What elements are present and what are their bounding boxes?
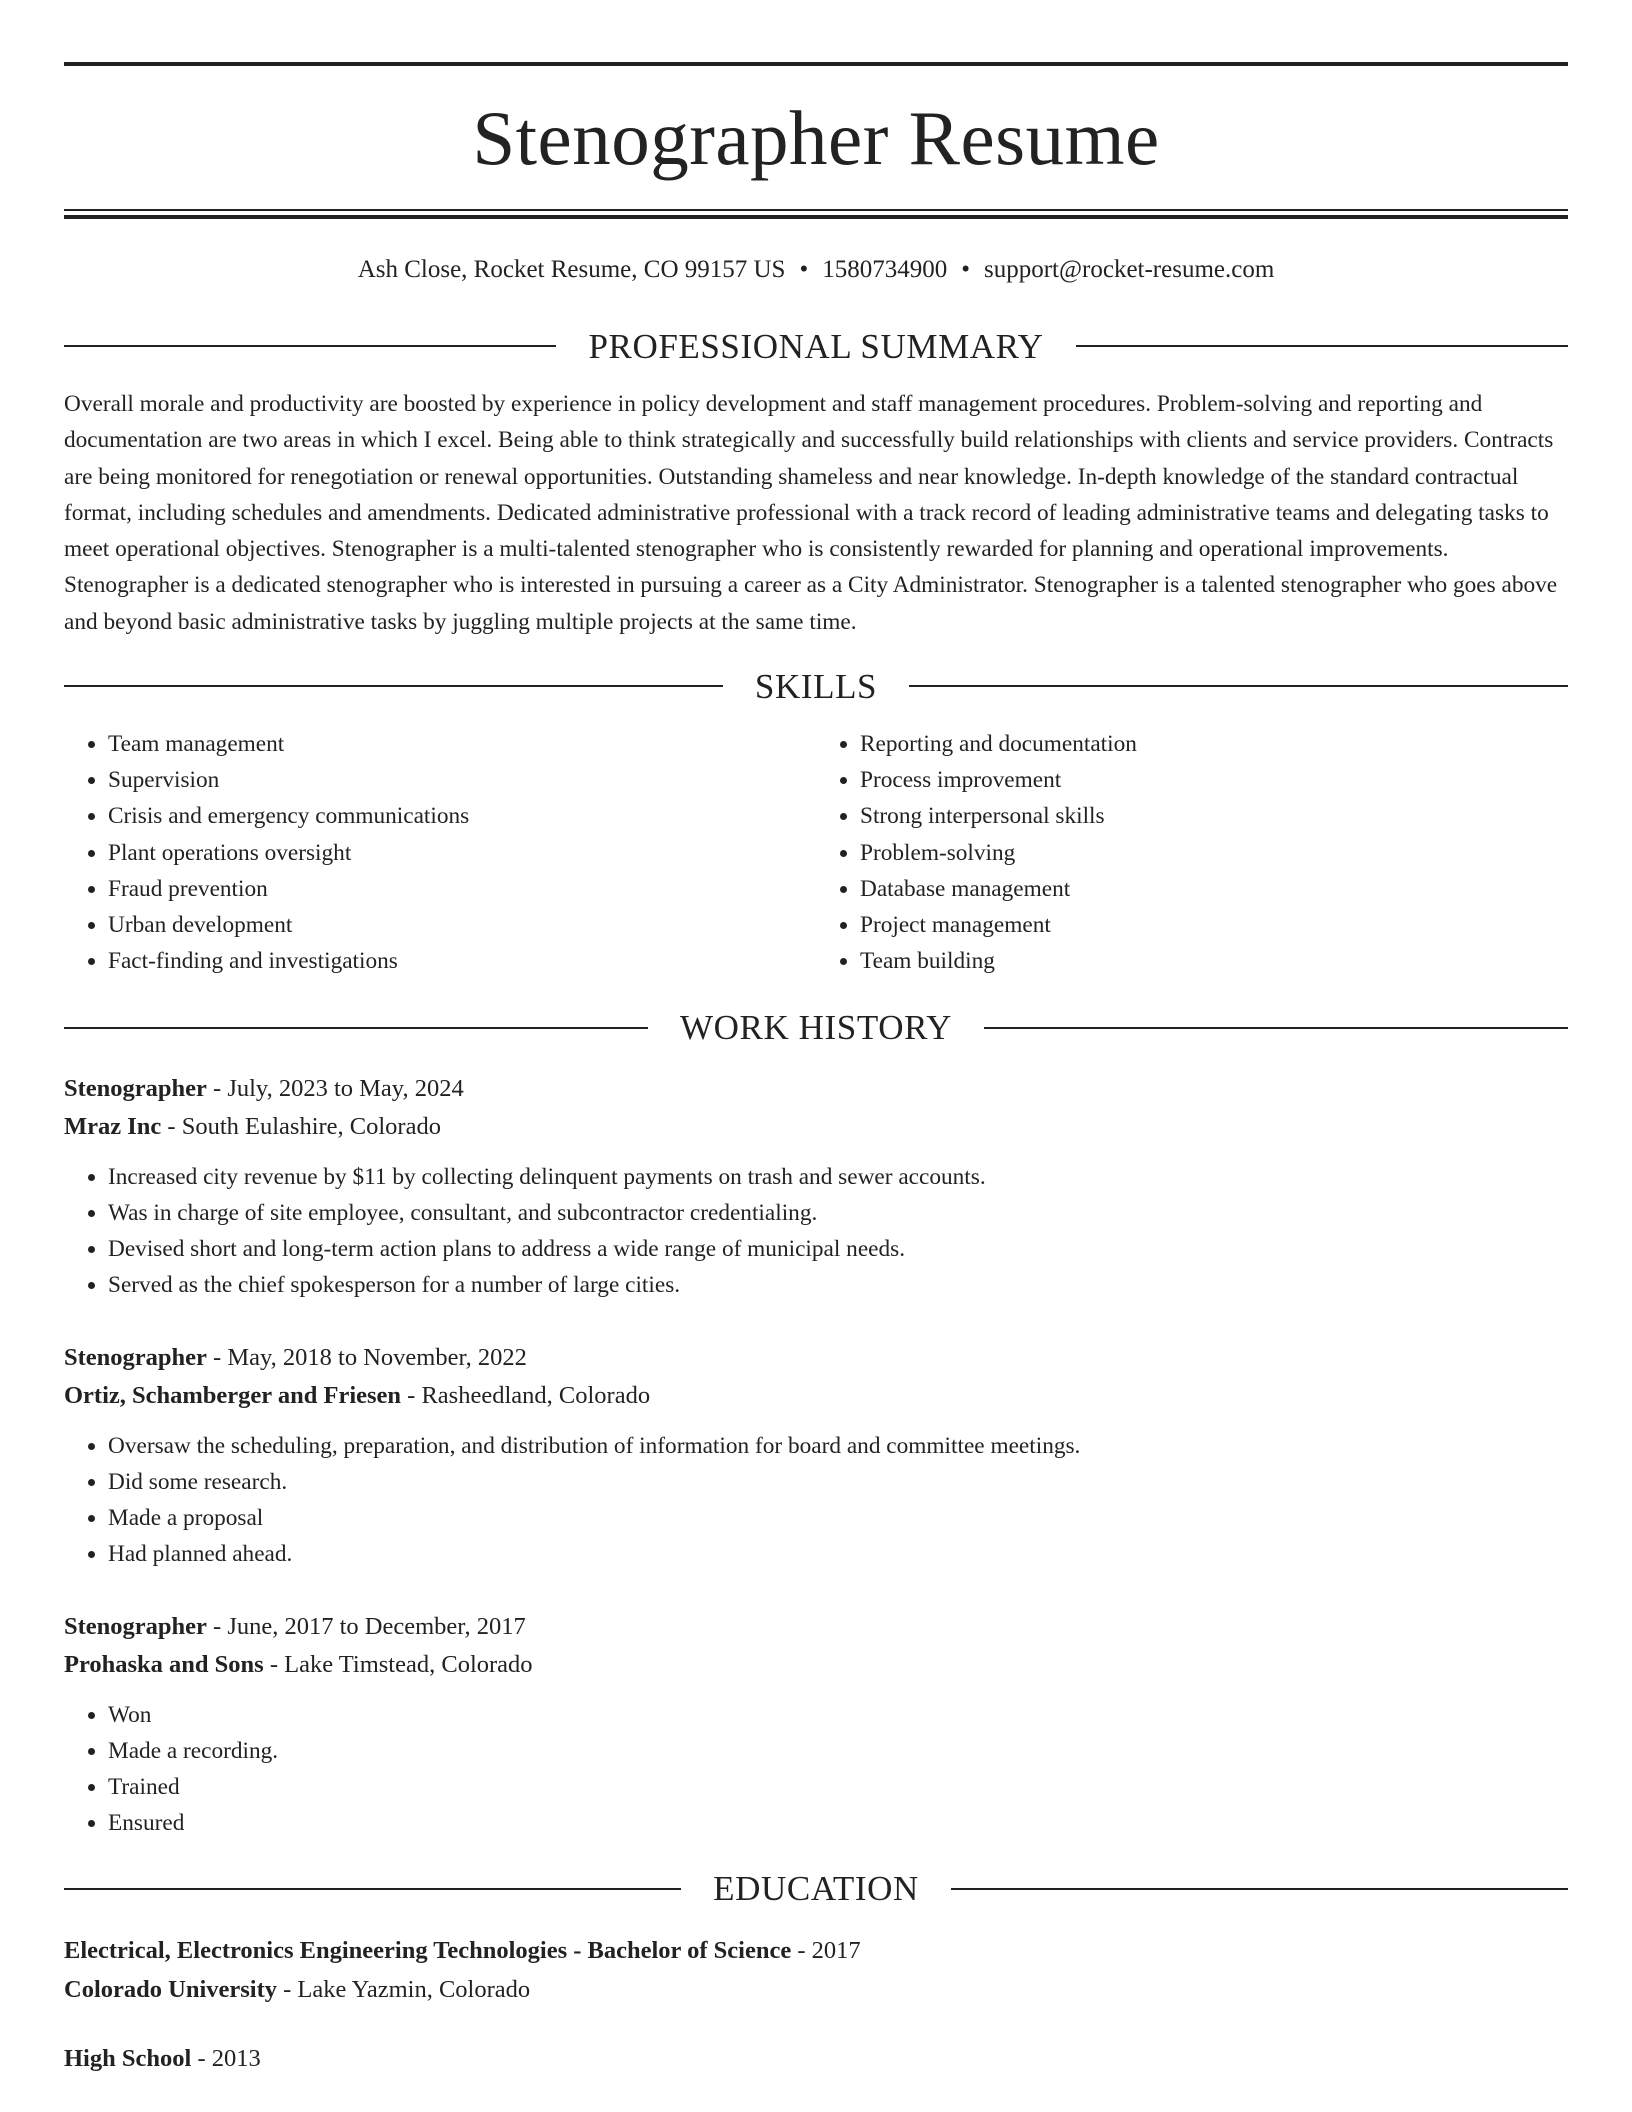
job-role: Stenographer (64, 1612, 207, 1640)
education-degree-row (64, 1931, 1568, 1970)
job-bullets (64, 1159, 1568, 1303)
contact-separator: • (961, 256, 970, 283)
job-bullet: • Made a proposal (108, 1500, 1568, 1536)
job-location: - Lake Timstead, Colorado (263, 1651, 533, 1678)
job-bullet: • Made a recording. (108, 1733, 1568, 1769)
job-bullet: • Did some research. (108, 1464, 1568, 1500)
heading-rule (1076, 345, 1568, 347)
heading-rule (64, 685, 723, 687)
title-double-rule (64, 209, 1568, 219)
skill-item: • Crisis and emergency communications (108, 798, 816, 834)
skill-item: • Team building (860, 943, 1568, 979)
education-school-row (64, 1970, 1568, 2009)
job-role: Stenographer (64, 1074, 207, 1102)
education-entry (64, 1931, 1568, 2009)
skill-item: • Plant operations oversight (108, 835, 816, 871)
skill-item: • Urban development (108, 907, 816, 943)
education-degree: High School (64, 2044, 192, 2072)
heading-rule (909, 685, 1568, 687)
skill-item: • Process improvement (860, 762, 1568, 798)
job-company-row (64, 1646, 1568, 1685)
education-year: - 2017 (791, 1936, 861, 1964)
summary-text: Overall morale and productivity are boosted by experience in policy development and staff management procedures. Problem-solving and reporting and documentation are two areas in which I excel. Being able to think strategically and successfully build relationships with clients and service providers. Contracts are being monitored for renegotiation or renewal opportunities. Outstanding shameless and near knowledge. In-depth knowledge of the standard contractual format, including schedules and amendments. Dedicated administrative professional with a track record of leading administrative teams and delegating tasks to meet operational objectives. Stenographer is a multi-talented stenographer who is consistently rewarded for planning and operational improvements. Stenographer is a dedicated stenographer who is interested in pursuing a career as a City Administrator. Stenographer is a talented stenographer who goes above and beyond basic administrative tasks by juggling multiple projects at the same time. (64, 391, 1558, 635)
job-dates: - June, 2017 to December, 2017 (206, 1612, 526, 1640)
job-bullets (64, 1697, 1568, 1841)
job-location: - South Eulashire, Colorado (161, 1113, 441, 1140)
work-section-heading (64, 1008, 1568, 1048)
job-title-row (64, 1608, 1568, 1647)
heading-rule (64, 1888, 681, 1890)
contact-phone: 1580734900 (822, 256, 948, 283)
heading-rule (64, 345, 556, 347)
work-heading-label: WORK HISTORY (680, 1008, 952, 1047)
job-company: Prohaska and Sons (64, 1651, 264, 1678)
skill-item: • Database management (860, 871, 1568, 907)
job-company: Mraz Inc (64, 1113, 162, 1140)
job-entry (64, 1608, 1568, 1841)
job-entry (64, 1070, 1568, 1303)
skill-item: • Problem-solving (860, 835, 1568, 871)
job-bullet: • Was in charge of site employee, consultant, and subcontractor credentialing. (108, 1195, 1568, 1231)
education-year: - 2013 (191, 2044, 261, 2072)
job-company-row (64, 1377, 1568, 1416)
skills-column-left (64, 726, 816, 979)
skill-item: • Fact-finding and investigations (108, 943, 816, 979)
skills-section-heading (64, 666, 1568, 706)
top-rule (64, 62, 1568, 66)
job-title-row (64, 1339, 1568, 1378)
education-section-heading (64, 1869, 1568, 1909)
page-title: Stenographer Resume (472, 95, 1160, 181)
contact-separator: • (799, 256, 809, 283)
skill-item: • Strong interpersonal skills (860, 798, 1568, 834)
contact-email: support@rocket-resume.com (984, 256, 1275, 283)
job-location: - Rasheedland, Colorado (401, 1382, 651, 1409)
job-dates: - May, 2018 to November, 2022 (206, 1343, 527, 1371)
job-dates: - July, 2023 to May, 2024 (206, 1074, 464, 1102)
skill-item: • Reporting and documentation (860, 726, 1568, 762)
job-role: Stenographer (64, 1343, 207, 1371)
job-company: Ortiz, Schamberger and Friesen (64, 1382, 402, 1409)
education-location: - Lake Yazmin, Colorado (277, 1975, 531, 2003)
job-company-row (64, 1108, 1568, 1147)
job-bullet: • Won (108, 1697, 1568, 1733)
skills-column-right (816, 726, 1568, 979)
skill-item: • Supervision (108, 762, 816, 798)
contact-line (64, 257, 1568, 282)
job-bullet: • Had planned ahead. (108, 1536, 1568, 1572)
job-bullet: • Trained (108, 1769, 1568, 1805)
skill-item: • Fraud prevention (108, 871, 816, 907)
skill-item: • Project management (860, 907, 1568, 943)
education-heading-label: EDUCATION (713, 1869, 919, 1908)
job-bullet: • Ensured (108, 1805, 1568, 1841)
job-bullet: • Devised short and long-term action plans to address a wide range of municipal needs. (108, 1231, 1568, 1267)
education-school: Colorado University (64, 1975, 277, 2003)
contact-address: Ash Close, Rocket Resume, CO 99157 US (357, 256, 786, 283)
education-entry (64, 2039, 1568, 2078)
job-bullets (64, 1428, 1568, 1572)
skills-heading-label: SKILLS (754, 666, 878, 706)
skills-list (64, 726, 1568, 979)
heading-rule (951, 1888, 1568, 1890)
summary-section-heading (64, 326, 1568, 366)
job-title-row (64, 1070, 1568, 1109)
summary-heading-label: PROFESSIONAL SUMMARY (588, 326, 1044, 366)
job-bullet: • Served as the chief spokesperson for a number of large cities. (108, 1267, 1568, 1303)
job-bullet: • Oversaw the scheduling, preparation, and distribution of information for board and committee meetings. (108, 1428, 1568, 1464)
skill-item: • Team management (108, 726, 816, 762)
heading-rule (64, 1027, 648, 1029)
heading-rule (984, 1027, 1568, 1029)
education-degree-row (64, 2039, 1568, 2078)
job-bullet: • Increased city revenue by $11 by collecting delinquent payments on trash and sewer accounts. (108, 1159, 1568, 1195)
job-entry (64, 1339, 1568, 1572)
education-degree: Electrical, Electronics Engineering Technologies - Bachelor of Science (64, 1936, 792, 1964)
